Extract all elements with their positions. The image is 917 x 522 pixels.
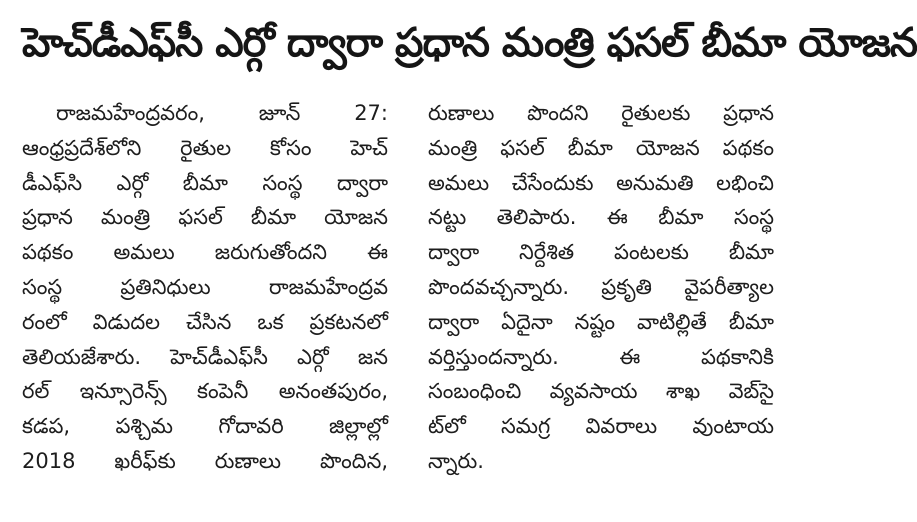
text-line: రల్ ఇన్సూరెన్స్ కంపెనీ అనంతపురం, bbox=[22, 379, 388, 404]
text-line: సంబంధించి వ్యవసాయ శాఖ వెబ్‌సై bbox=[428, 379, 774, 404]
text-line: రాజమహేంద్రవరం, జూన్ 27: bbox=[56, 101, 388, 125]
text-line: రంలో విడుదల చేసిన ఒక ప్రకటనలో bbox=[22, 309, 388, 334]
text-line: న్నారు. bbox=[428, 448, 484, 473]
text-line: ఆంధ్రప్రదేశ్‌లోని రైతుల కోసం హెచ్ bbox=[22, 135, 388, 160]
text-line: ద్వారా ఏదైనా నష్టం వాటిల్లితే బీమా bbox=[428, 309, 774, 334]
article-column-right bbox=[428, 96, 774, 514]
text-line: 2018 ఖరీఫ్‌కు రుణాలు పొందిన, bbox=[22, 448, 388, 473]
article-headline: హెచ్‌డీఎఫ్‌సీ ఎర్గో ద్వారా ప్రధాన మంత్రి ఫసల్ బీమా యోజన bbox=[22, 20, 917, 66]
text-line: ప్రధాన మంత్రి ఫసల్ బీమా యోజన bbox=[22, 205, 388, 230]
text-line: వర్తిస్తుందన్నారు. ఈ పథకానికి bbox=[428, 344, 774, 369]
text-line: కడప, పశ్చిమ గోదావరి జిల్లాల్లో bbox=[22, 414, 388, 439]
text-line: నట్టు తెలిపారు. ఈ బీమా సంస్థ bbox=[428, 205, 774, 230]
text-line: మంత్రి ఫసల్ బీమా యోజన పథకం bbox=[428, 135, 774, 160]
article-body bbox=[22, 96, 774, 514]
text-line: డీఎఫ్‌సి ఎర్గో బీమా సంస్థ ద్వారా bbox=[22, 170, 388, 195]
text-line: ద్వారా నిర్దేశిత పంటలకు బీమా bbox=[428, 240, 774, 265]
text-line: పొందవచ్చన్నారు. ప్రకృతి వైపరీత్యాల bbox=[428, 274, 774, 299]
text-line: తెలియజేశారు. హెచ్‌డీఎఫ్‌సీ ఎర్గో జన bbox=[22, 344, 388, 369]
text-line: ట్‌లో సమగ్ర వివరాలు వుంటాయ bbox=[428, 414, 774, 439]
text-line: రుణాలు పొందని రైతులకు ప్రధాన bbox=[428, 101, 774, 125]
text-line: అమలు చేసేందుకు అనుమతి లభించి bbox=[428, 170, 774, 195]
article-column-left bbox=[22, 96, 388, 514]
text-line: పథకం అమలు జరుగుతోందని ఈ bbox=[22, 240, 388, 265]
text-line: సంస్థ ప్రతినిధులు రాజమహేంద్రవ bbox=[22, 274, 388, 299]
